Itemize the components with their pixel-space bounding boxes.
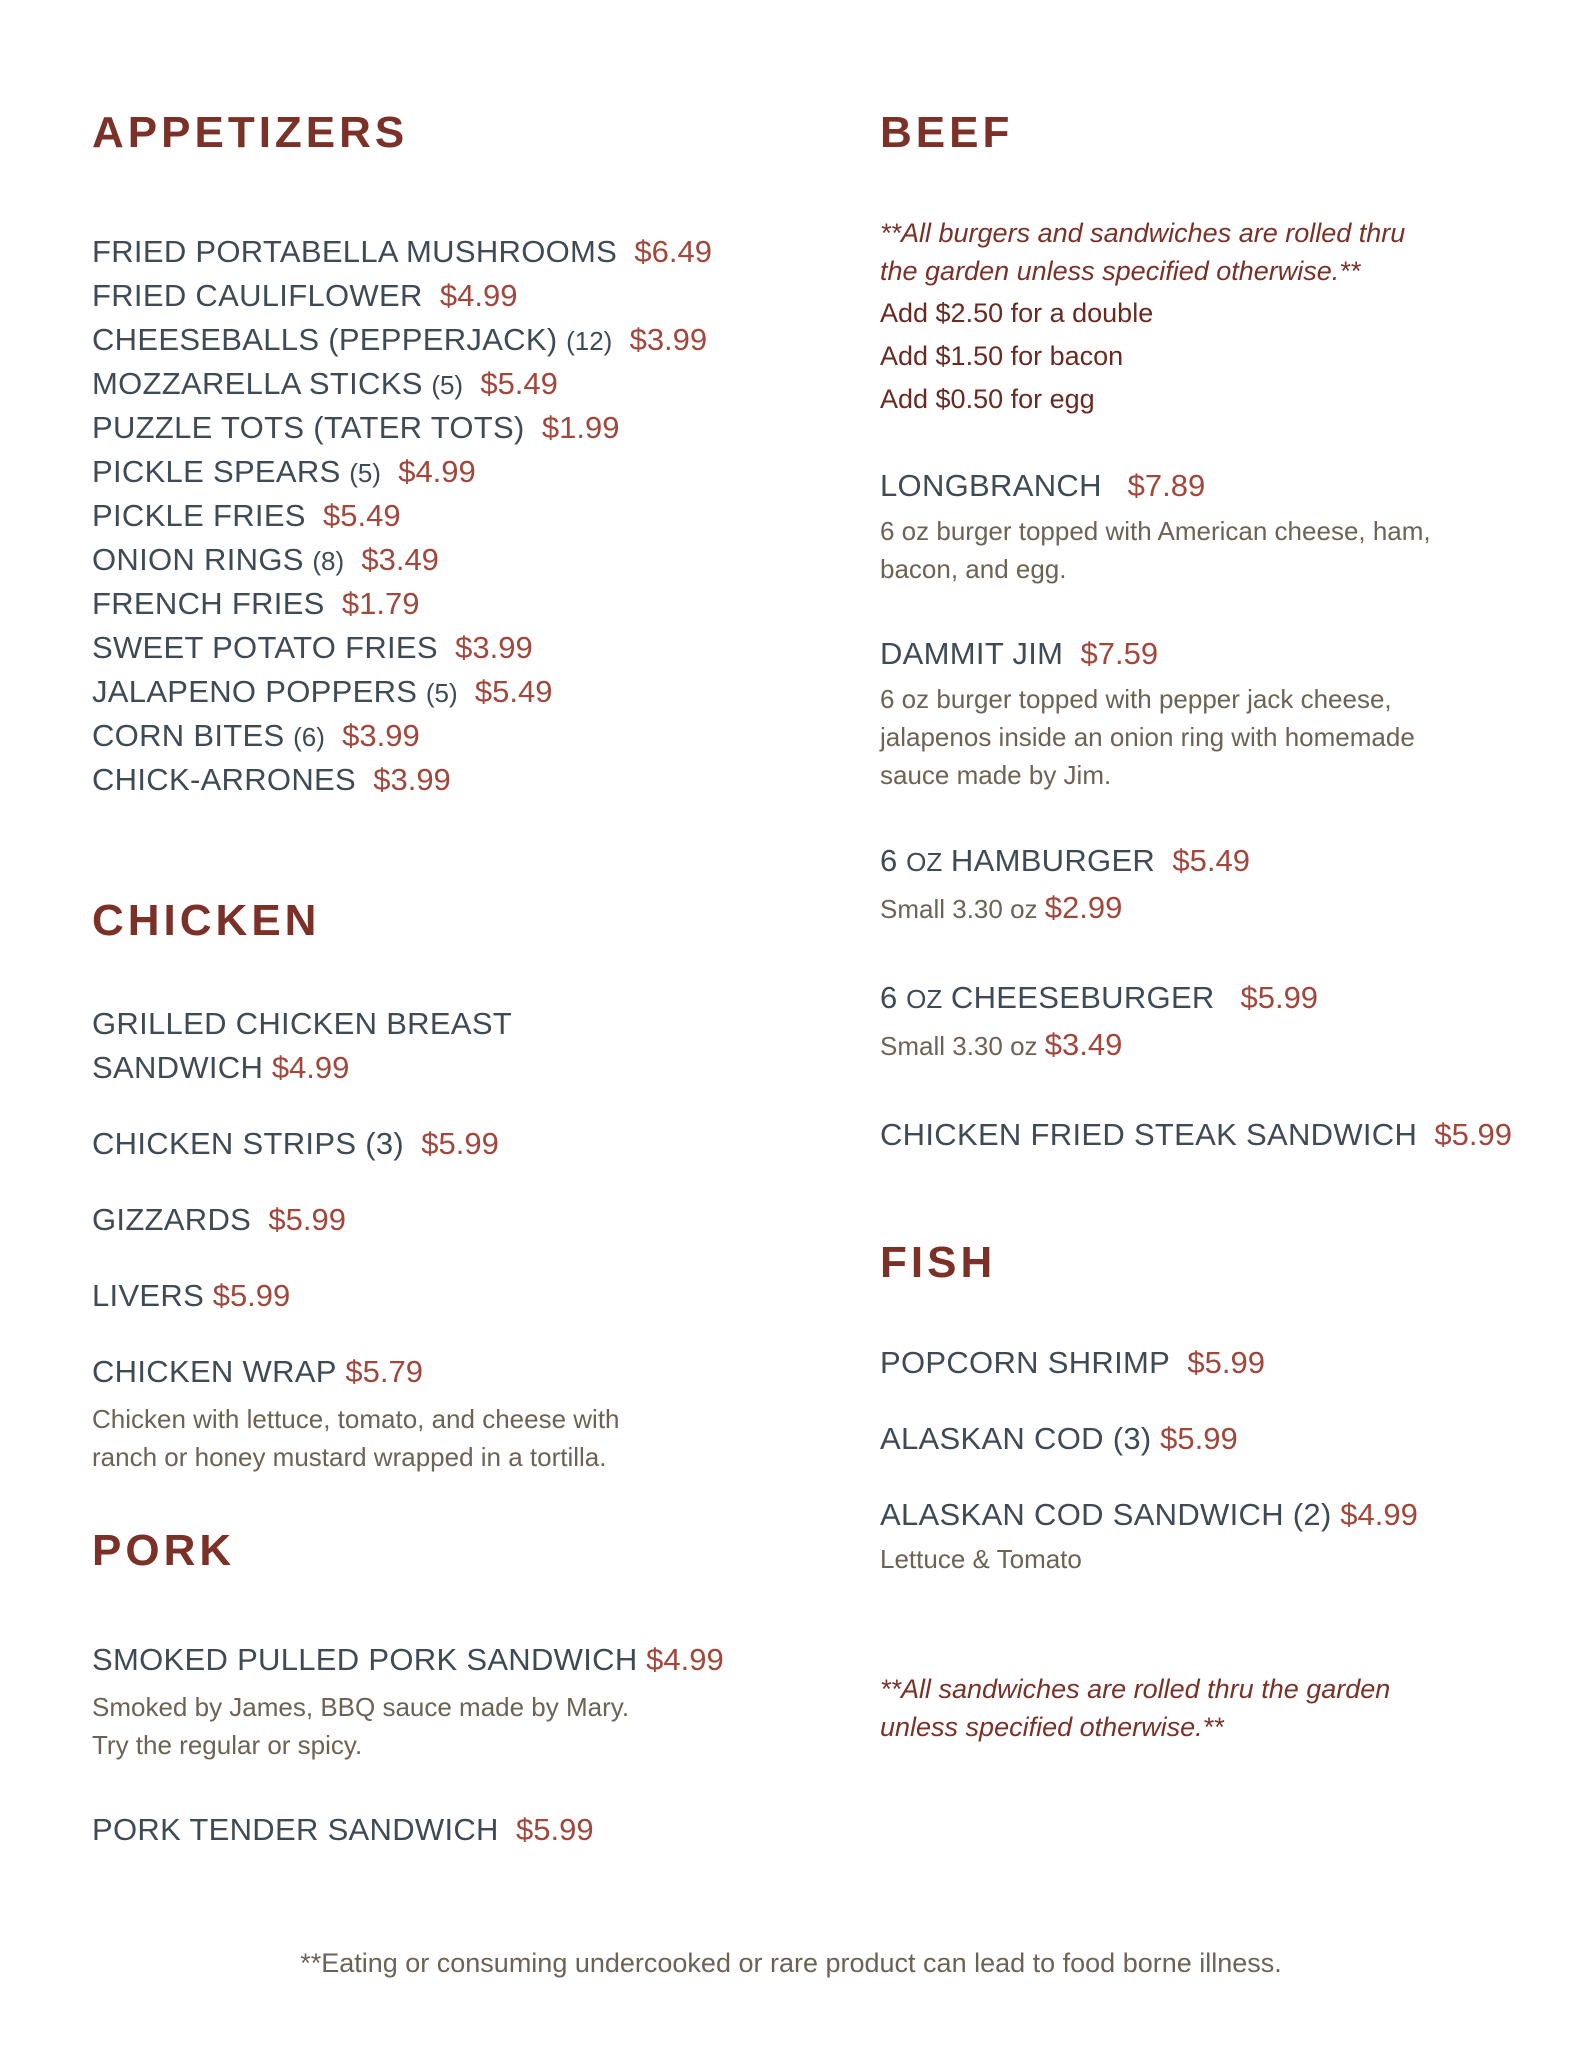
longbranch-description xyxy=(880,512,1431,588)
fish-heading: FISH xyxy=(880,1238,997,1287)
appetizer-item xyxy=(92,586,419,622)
item-name: SANDWICH xyxy=(92,1050,264,1085)
note-line: the garden unless specified otherwise.** xyxy=(880,256,1361,286)
item-price: $7.59 xyxy=(1080,636,1159,671)
item-quantity: (5) xyxy=(349,458,381,488)
item-price: $5.99 xyxy=(1160,1421,1238,1456)
item-price: $4.99 xyxy=(1340,1497,1418,1532)
menu-item-chicken-fried-steak xyxy=(880,1117,1512,1153)
item-name: GIZZARDS xyxy=(92,1202,252,1237)
item-price: $5.49 xyxy=(1172,843,1250,878)
menu-item-alaskan-cod xyxy=(880,1421,1238,1457)
item-price: $5.99 xyxy=(1240,980,1319,1015)
item-name: CHICKEN STRIPS (3) xyxy=(92,1126,404,1161)
item-price: $1.79 xyxy=(341,586,420,621)
item-price: $1.99 xyxy=(541,410,620,445)
description-line: sauce made by Jim. xyxy=(880,760,1112,790)
item-price: $3.99 xyxy=(342,718,420,753)
item-price: $5.99 xyxy=(1187,1345,1265,1380)
item-price: $7.89 xyxy=(1127,468,1206,503)
item-price: $5.49 xyxy=(323,498,401,533)
menu-item-chicken-strips xyxy=(92,1126,499,1162)
note-line: unless specified otherwise.** xyxy=(880,1712,1224,1742)
menu-item-dammit-jim xyxy=(880,636,1158,672)
small-label: Small 3.30 oz xyxy=(880,1031,1038,1061)
fish-note xyxy=(880,1670,1500,1746)
menu-item-popcorn-shrimp xyxy=(880,1345,1265,1381)
beef-note xyxy=(880,214,1500,290)
item-price: $3.49 xyxy=(361,542,439,577)
item-name: LONGBRANCH xyxy=(880,468,1102,503)
small-price: $2.99 xyxy=(1044,890,1123,925)
menu-item-hamburger xyxy=(880,843,1250,879)
item-price: $5.49 xyxy=(474,674,553,709)
menu-item-longbranch xyxy=(880,468,1205,504)
appetizer-item xyxy=(92,322,707,358)
addon-bacon: Add $1.50 for bacon xyxy=(880,341,1124,371)
chicken-heading: CHICKEN xyxy=(92,896,321,945)
item-name: FRIED PORTABELLA MUSHROOMS xyxy=(92,234,618,269)
menu-item-alaskan-cod-sandwich xyxy=(880,1497,1418,1533)
beef-heading: BEEF xyxy=(880,108,1014,157)
appetizer-item xyxy=(92,542,439,578)
item-name: SMOKED PULLED PORK SANDWICH xyxy=(92,1642,638,1677)
description-line: jalapenos inside an onion ring with homemade xyxy=(880,722,1415,752)
item-price: $5.99 xyxy=(268,1202,346,1237)
item-name: GRILLED CHICKEN BREAST xyxy=(92,1006,513,1041)
item-price: $4.99 xyxy=(646,1642,724,1677)
item-name: PUZZLE TOTS (TATER TOTS) xyxy=(92,410,525,445)
small-price: $3.49 xyxy=(1044,1027,1123,1062)
appetizer-item xyxy=(92,674,552,710)
item-name: DAMMIT JIM xyxy=(880,636,1064,671)
item-name: FRIED CAULIFLOWER xyxy=(92,278,423,313)
item-price: $5.79 xyxy=(345,1354,423,1389)
alaskan-cod-sandwich-description: Lettuce & Tomato xyxy=(880,1544,1082,1574)
item-name: PORK TENDER SANDWICH xyxy=(92,1812,499,1847)
item-quantity: (6) xyxy=(293,722,325,752)
item-quantity: (12) xyxy=(566,326,613,356)
item-name: CHEESEBURGER xyxy=(950,980,1215,1015)
item-price: $5.49 xyxy=(480,366,558,401)
item-price: $5.99 xyxy=(421,1126,499,1161)
item-price: $6.49 xyxy=(634,234,712,269)
item-name: JALAPENO POPPERS xyxy=(92,674,418,709)
item-price: $3.99 xyxy=(373,762,451,797)
chicken-wrap-description xyxy=(92,1400,620,1476)
item-size: 6 xyxy=(880,980,898,1015)
description-line: Chicken with lettuce, tomato, and cheese with xyxy=(92,1404,620,1434)
pork-heading: PORK xyxy=(92,1526,236,1575)
small-label: Small 3.30 oz xyxy=(880,894,1038,924)
item-name: HAMBURGER xyxy=(950,843,1156,878)
item-unit: OZ xyxy=(906,847,943,877)
addon-egg: Add $0.50 for egg xyxy=(880,384,1095,414)
hamburger-small-option xyxy=(880,890,1122,926)
description-line: Smoked by James, BBQ sauce made by Mary. xyxy=(92,1692,630,1722)
menu-item-cheeseburger xyxy=(880,980,1318,1016)
pulled-pork-description xyxy=(92,1688,629,1764)
description-line: 6 oz burger topped with American cheese, ham, xyxy=(880,516,1431,546)
item-price: $3.99 xyxy=(455,630,533,665)
dammit-jim-description xyxy=(880,680,1415,794)
addon-double: Add $2.50 for a double xyxy=(880,298,1154,328)
cheeseburger-small-option xyxy=(880,1027,1122,1063)
item-quantity: (5) xyxy=(431,370,464,400)
item-size: 6 xyxy=(880,843,898,878)
item-quantity: (5) xyxy=(425,678,458,708)
menu-item-pulled-pork xyxy=(92,1642,724,1678)
item-price: $4.99 xyxy=(271,1050,350,1085)
item-name: ONION RINGS xyxy=(92,542,304,577)
item-price: $5.99 xyxy=(515,1812,594,1847)
item-name: ALASKAN COD (3) xyxy=(880,1421,1152,1456)
item-name: FRENCH FRIES xyxy=(92,586,325,621)
item-name: CORN BITES xyxy=(92,718,285,753)
menu-item-gizzards xyxy=(92,1202,346,1238)
menu-item-grilled-chicken-line2 xyxy=(92,1050,349,1086)
appetizer-item xyxy=(92,498,401,534)
appetizer-item xyxy=(92,454,476,490)
item-name: CHICKEN FRIED STEAK SANDWICH xyxy=(880,1117,1418,1152)
appetizer-item xyxy=(92,718,420,754)
menu-item-livers xyxy=(92,1278,290,1314)
item-price: $4.99 xyxy=(398,454,476,489)
item-name: ALASKAN COD SANDWICH (2) xyxy=(880,1497,1332,1532)
item-name: PICKLE FRIES xyxy=(92,498,306,533)
item-price: $3.99 xyxy=(629,322,708,357)
menu-item-pork-tender xyxy=(92,1812,594,1848)
note-line: **All burgers and sandwiches are rolled thru xyxy=(880,218,1406,248)
item-price: $5.99 xyxy=(212,1278,291,1313)
item-name: SWEET POTATO FRIES xyxy=(92,630,438,665)
description-line: 6 oz burger topped with pepper jack cheese, xyxy=(880,684,1392,714)
item-price: $5.99 xyxy=(1434,1117,1512,1152)
item-name: LIVERS xyxy=(92,1278,205,1313)
item-name: POPCORN SHRIMP xyxy=(880,1345,1171,1380)
appetizer-item xyxy=(92,762,451,798)
item-name: CHICKEN WRAP xyxy=(92,1354,337,1389)
item-quantity: (8) xyxy=(312,546,345,576)
item-name: MOZZARELLA STICKS xyxy=(92,366,423,401)
appetizer-item xyxy=(92,366,558,402)
menu-item-chicken-wrap xyxy=(92,1354,423,1390)
appetizer-item xyxy=(92,234,712,270)
appetizer-item xyxy=(92,278,517,314)
item-name: PICKLE SPEARS xyxy=(92,454,341,489)
item-name: CHEESEBALLS (PEPPERJACK) xyxy=(92,322,558,357)
note-line: **All sandwiches are rolled thru the garden xyxy=(880,1674,1391,1704)
item-name: CHICK-ARRONES xyxy=(92,762,356,797)
description-line: bacon, and egg. xyxy=(880,554,1067,584)
appetizers-heading: APPETIZERS xyxy=(92,108,409,157)
item-price: $4.99 xyxy=(439,278,518,313)
footer-disclaimer: **Eating or consuming undercooked or rare product can lead to food borne illness. xyxy=(300,1948,1282,1978)
appetizer-item xyxy=(92,630,533,666)
item-unit: OZ xyxy=(906,984,943,1014)
description-line: ranch or honey mustard wrapped in a tortilla. xyxy=(92,1442,607,1472)
menu-item-grilled-chicken xyxy=(92,1006,512,1042)
appetizer-item xyxy=(92,410,619,446)
description-line: Try the regular or spicy. xyxy=(92,1730,363,1760)
